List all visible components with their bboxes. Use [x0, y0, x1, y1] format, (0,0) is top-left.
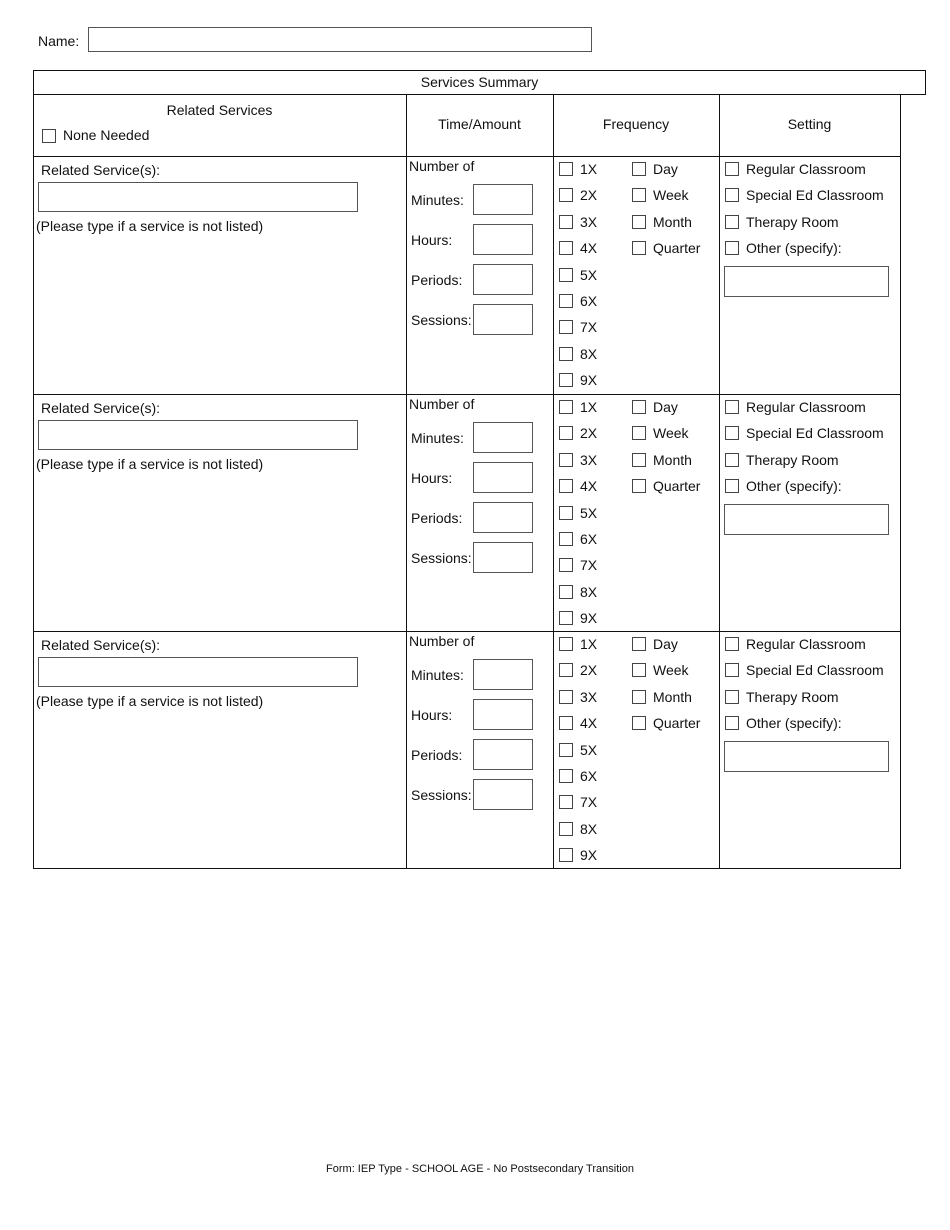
setting-therapy-room-checkbox[interactable] — [725, 690, 739, 704]
frequency-7x-checkbox[interactable] — [559, 795, 573, 809]
setting-label: Therapy Room — [746, 451, 839, 468]
period-label: Day — [653, 161, 678, 177]
row-divider-1 — [33, 394, 901, 395]
frequency-count-label: 5X — [580, 266, 598, 283]
frequency-count-label: 6X — [580, 531, 598, 547]
frequency-count-label: 7X — [580, 319, 598, 336]
periods-input-1[interactable] — [473, 264, 533, 295]
setting-label: Special Ed Classroom — [746, 187, 884, 204]
table-bottom-border — [33, 868, 901, 869]
number-of-label: Number of — [409, 633, 475, 649]
period-month-checkbox[interactable] — [632, 453, 646, 467]
frequency-2x-checkbox[interactable] — [559, 426, 573, 440]
setting-label: Special Ed Classroom — [746, 662, 884, 679]
period-quarter-checkbox[interactable] — [632, 241, 646, 255]
setting-therapy-room-checkbox[interactable] — [725, 215, 739, 229]
related-service-label: Related Service(s): — [41, 400, 161, 416]
frequency-1x-checkbox[interactable] — [559, 637, 573, 651]
frequency-4x-checkbox[interactable] — [559, 241, 573, 255]
related-service-label: Related Service(s): — [41, 162, 161, 178]
frequency-6x-checkbox[interactable] — [559, 532, 573, 546]
minutes-input-2[interactable] — [473, 422, 533, 453]
frequency-9x-checkbox[interactable] — [559, 848, 573, 862]
related-service-input-1[interactable] — [38, 182, 358, 212]
frequency-8x-checkbox[interactable] — [559, 822, 573, 836]
frequency-3x-checkbox[interactable] — [559, 690, 573, 704]
period-label: Day — [653, 636, 678, 652]
setting-label: Other (specify): — [746, 715, 842, 732]
frequency-count-label: 8X — [580, 820, 598, 837]
frequency-count-label: 6X — [580, 293, 598, 309]
period-month-checkbox[interactable] — [632, 690, 646, 704]
setting-regular-classroom-checkbox[interactable] — [725, 637, 739, 651]
frequency-4x-checkbox[interactable] — [559, 716, 573, 730]
frequency-count-label: 1X — [580, 399, 598, 415]
header-setting: Setting — [787, 116, 832, 132]
periods-input-3[interactable] — [473, 739, 533, 770]
periods-label: Periods: — [411, 510, 463, 526]
period-label: Week — [653, 187, 689, 204]
setting-other-input-2[interactable] — [724, 504, 889, 535]
setting-therapy-room-checkbox[interactable] — [725, 453, 739, 467]
period-week-checkbox[interactable] — [632, 663, 646, 677]
period-label: Week — [653, 662, 689, 679]
frequency-8x-checkbox[interactable] — [559, 585, 573, 599]
col-divider-time — [406, 94, 407, 869]
frequency-count-label: 1X — [580, 161, 598, 177]
minutes-label: Minutes: — [411, 192, 464, 208]
frequency-count-label: 3X — [580, 451, 598, 468]
setting-other-specify-checkbox[interactable] — [725, 241, 739, 255]
frequency-4x-checkbox[interactable] — [559, 479, 573, 493]
frequency-count-label: 8X — [580, 345, 598, 362]
hours-label: Hours: — [411, 707, 453, 723]
setting-label: Special Ed Classroom — [746, 425, 884, 442]
frequency-7x-checkbox[interactable] — [559, 320, 573, 334]
table-title: Services Summary — [420, 74, 539, 90]
period-day-checkbox[interactable] — [632, 400, 646, 414]
period-month-checkbox[interactable] — [632, 215, 646, 229]
frequency-count-label: 7X — [580, 794, 598, 811]
setting-regular-classroom-checkbox[interactable] — [725, 162, 739, 176]
setting-label: Therapy Room — [746, 688, 839, 705]
frequency-count-label: 4X — [580, 715, 598, 732]
period-label: Quarter — [653, 478, 701, 495]
minutes-label: Minutes: — [411, 430, 464, 446]
table-right-border — [900, 94, 901, 869]
frequency-5x-checkbox[interactable] — [559, 268, 573, 282]
frequency-count-label: 3X — [580, 688, 598, 705]
setting-label: Other (specify): — [746, 240, 842, 257]
sessions-label: Sessions: — [411, 550, 472, 566]
related-service-input-2[interactable] — [38, 420, 358, 450]
minutes-input-1[interactable] — [473, 184, 533, 215]
header-related-services: Related Services — [166, 102, 273, 118]
period-day-checkbox[interactable] — [632, 162, 646, 176]
related-service-hint: (Please type if a service is not listed) — [36, 456, 264, 472]
frequency-count-label: 9X — [580, 847, 598, 864]
sessions-input-3[interactable] — [473, 779, 533, 810]
period-week-checkbox[interactable] — [632, 426, 646, 440]
setting-regular-classroom-checkbox[interactable] — [725, 400, 739, 414]
period-label: Week — [653, 425, 689, 442]
sessions-label: Sessions: — [411, 312, 472, 328]
frequency-9x-checkbox[interactable] — [559, 373, 573, 387]
period-label: Quarter — [653, 715, 701, 732]
number-of-label: Number of — [409, 158, 475, 174]
col-divider-frequency — [553, 94, 554, 869]
header-time-amount: Time/Amount — [438, 116, 521, 132]
setting-special-ed-classroom-checkbox[interactable] — [725, 663, 739, 677]
frequency-count-label: 4X — [580, 240, 598, 257]
frequency-count-label: 9X — [580, 372, 598, 389]
setting-other-input-3[interactable] — [724, 741, 889, 772]
frequency-count-label: 9X — [580, 610, 598, 627]
frequency-count-label: 5X — [580, 741, 598, 758]
related-service-label: Related Service(s): — [41, 637, 161, 653]
setting-other-input-1[interactable] — [724, 266, 889, 297]
related-service-hint: (Please type if a service is not listed) — [36, 693, 264, 709]
hours-input-3[interactable] — [473, 699, 533, 730]
name-input[interactable] — [88, 27, 592, 52]
setting-label: Regular Classroom — [746, 636, 866, 652]
period-week-checkbox[interactable] — [632, 188, 646, 202]
setting-special-ed-classroom-checkbox[interactable] — [725, 188, 739, 202]
period-label: Month — [653, 688, 692, 705]
sessions-input-1[interactable] — [473, 304, 533, 335]
frequency-5x-checkbox[interactable] — [559, 506, 573, 520]
period-quarter-checkbox[interactable] — [632, 716, 646, 730]
minutes-input-3[interactable] — [473, 659, 533, 690]
hours-label: Hours: — [411, 232, 453, 248]
hours-label: Hours: — [411, 470, 453, 486]
related-service-input-3[interactable] — [38, 657, 358, 687]
setting-other-specify-checkbox[interactable] — [725, 479, 739, 493]
frequency-count-label: 8X — [580, 583, 598, 600]
row-divider-2 — [33, 631, 901, 632]
periods-label: Periods: — [411, 747, 463, 763]
number-of-label: Number of — [409, 396, 475, 412]
periods-input-2[interactable] — [473, 502, 533, 533]
frequency-count-label: 4X — [580, 478, 598, 495]
setting-label: Regular Classroom — [746, 161, 866, 177]
frequency-count-label: 5X — [580, 504, 598, 521]
frequency-count-label: 2X — [580, 425, 598, 442]
frequency-count-label: 1X — [580, 636, 598, 652]
frequency-8x-checkbox[interactable] — [559, 347, 573, 361]
header-frequency: Frequency — [602, 116, 670, 132]
frequency-7x-checkbox[interactable] — [559, 558, 573, 572]
frequency-5x-checkbox[interactable] — [559, 743, 573, 757]
none-needed-label: None Needed — [63, 127, 150, 143]
form-footer: Form: IEP Type - SCHOOL AGE - No Postsecondary Transition — [326, 1163, 634, 1175]
frequency-2x-checkbox[interactable] — [559, 188, 573, 202]
frequency-3x-checkbox[interactable] — [559, 215, 573, 229]
frequency-count-label: 6X — [580, 768, 598, 784]
hours-input-2[interactable] — [473, 462, 533, 493]
period-quarter-checkbox[interactable] — [632, 479, 646, 493]
setting-special-ed-classroom-checkbox[interactable] — [725, 426, 739, 440]
periods-label: Periods: — [411, 272, 463, 288]
col-divider-setting — [719, 94, 720, 869]
sessions-input-2[interactable] — [473, 542, 533, 573]
period-label: Day — [653, 399, 678, 415]
setting-other-specify-checkbox[interactable] — [725, 716, 739, 730]
sessions-label: Sessions: — [411, 787, 472, 803]
frequency-6x-checkbox[interactable] — [559, 294, 573, 308]
setting-label: Other (specify): — [746, 478, 842, 495]
frequency-9x-checkbox[interactable] — [559, 611, 573, 625]
setting-label: Therapy Room — [746, 213, 839, 230]
frequency-2x-checkbox[interactable] — [559, 663, 573, 677]
frequency-count-label: 3X — [580, 213, 598, 230]
period-label: Quarter — [653, 240, 701, 257]
hours-input-1[interactable] — [473, 224, 533, 255]
header-divider — [33, 156, 901, 157]
frequency-1x-checkbox[interactable] — [559, 162, 573, 176]
related-service-hint: (Please type if a service is not listed) — [36, 218, 264, 234]
period-label: Month — [653, 451, 692, 468]
frequency-1x-checkbox[interactable] — [559, 400, 573, 414]
frequency-3x-checkbox[interactable] — [559, 453, 573, 467]
frequency-6x-checkbox[interactable] — [559, 769, 573, 783]
period-label: Month — [653, 213, 692, 230]
none-needed-checkbox[interactable] — [42, 129, 56, 143]
setting-label: Regular Classroom — [746, 399, 866, 415]
period-day-checkbox[interactable] — [632, 637, 646, 651]
minutes-label: Minutes: — [411, 667, 464, 683]
frequency-count-label: 2X — [580, 187, 598, 204]
frequency-count-label: 2X — [580, 662, 598, 679]
table-left-border — [33, 94, 34, 869]
frequency-count-label: 7X — [580, 557, 598, 574]
name-label: Name: — [38, 33, 80, 49]
